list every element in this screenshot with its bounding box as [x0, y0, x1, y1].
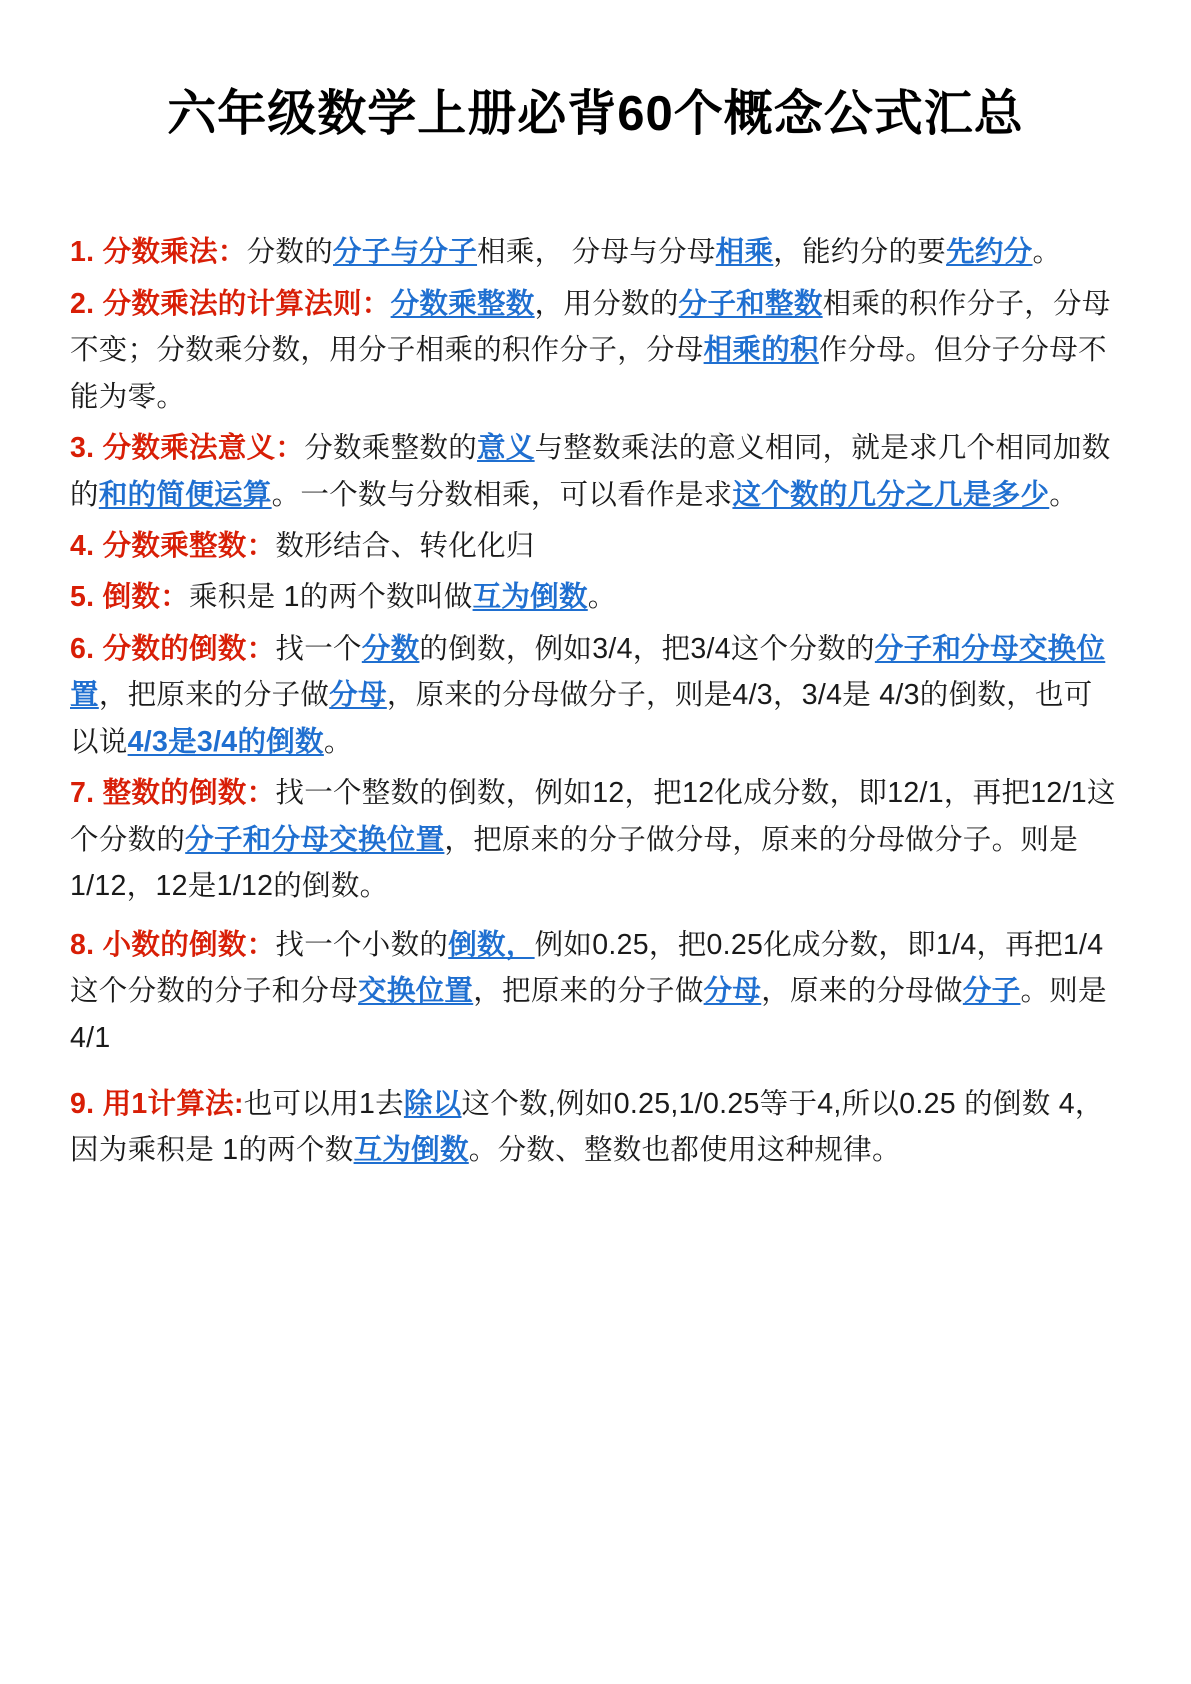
concept-number: 2. — [70, 287, 95, 320]
concept-text: 分数乘整数的 — [304, 432, 478, 465]
concept-heading: 分数乘整数： — [102, 529, 276, 562]
concept-heading: 整数的倒数： — [102, 777, 276, 810]
concept-text: 分数的 — [246, 236, 334, 269]
concept-number: 7. — [70, 777, 95, 810]
concept-text: 。分数、整数也都使用这种规律。 — [468, 1134, 901, 1167]
concept-text: 数形结合、转化化归 — [275, 529, 535, 562]
concept-highlight: 交换位置 — [358, 975, 474, 1008]
concept-highlight: 分子和整数 — [678, 287, 823, 320]
concept-highlight: 相乘的积 — [703, 334, 819, 367]
concept-highlight: 4/3是3/4的倒数 — [127, 725, 324, 758]
concept-heading: 小数的倒数： — [102, 928, 276, 961]
concept-number: 8. — [70, 928, 95, 961]
concept-highlight: 分子与分子 — [333, 236, 478, 269]
concept-item — [70, 574, 1121, 620]
concept-item — [70, 229, 1121, 275]
concept-highlight: 分子和分母交换位置 — [185, 823, 445, 856]
concept-item — [70, 425, 1121, 518]
concept-heading: 用1计算法: — [102, 1087, 244, 1120]
concept-list — [70, 229, 1121, 1174]
concept-highlight: 倒数， — [448, 928, 535, 961]
concept-text: ，原来的分母做分子，则是4/3，3/4是 4/3的倒数，也可以说 — [70, 679, 1093, 758]
concept-highlight: 和的简便运算 — [98, 478, 272, 511]
concept-text: 。则是4/1 — [70, 975, 1107, 1054]
concept-item — [70, 770, 1121, 909]
concept-highlight: 分数乘整数 — [390, 287, 535, 320]
concept-highlight: 这个数的几分之几是多少 — [732, 478, 1050, 511]
concept-number: 3. — [70, 432, 95, 465]
concept-text: 找一个小数的 — [275, 928, 449, 961]
concept-highlight: 分母 — [329, 679, 387, 712]
concept-heading: 分数的倒数： — [102, 632, 276, 665]
concept-text: ，把原来的分子做 — [473, 975, 704, 1008]
concept-highlight: 相乘 — [715, 236, 774, 269]
concept-highlight: 分子 — [962, 975, 1021, 1008]
page-title: 六年级数学上册必背60个概念公式汇总 — [167, 87, 1024, 141]
concept-text: 乘积是 1的两个数叫做 — [189, 581, 473, 614]
concept-text: ，把原来的分子做 — [98, 679, 330, 712]
concept-text: ，原来的分母做 — [761, 975, 963, 1008]
concept-number: 9. — [70, 1087, 95, 1120]
concept-text: ，能约分的要 — [773, 236, 947, 269]
concept-text: 。一个数与分数相乘，可以看作是求 — [271, 478, 733, 511]
concept-item — [70, 626, 1121, 765]
concept-highlight: 除以 — [403, 1087, 462, 1120]
concept-heading: 分数乘法意义： — [102, 432, 305, 465]
concept-item — [70, 1081, 1121, 1174]
concept-highlight: 意义 — [477, 432, 535, 465]
concept-number: 4. — [70, 529, 95, 562]
concept-text: 的倒数，例如3/4，把3/4这个分数的 — [419, 632, 875, 665]
concept-text: 这个数,例如0.25,1/0.25等于4,所以0.25 的倒数 4，因为乘积是 1的两个数 — [70, 1087, 1104, 1167]
concept-text: 例如0.25，把0.25化成分数，即1/4，再把1/4这个分数的分子和分母 — [70, 928, 1104, 1008]
concept-text: 也可以用1去 — [243, 1087, 404, 1120]
concept-highlight: 先约分 — [946, 236, 1033, 269]
concept-highlight: 分数 — [361, 632, 420, 665]
concept-item — [70, 922, 1121, 1061]
concept-number: 6. — [70, 632, 95, 665]
concept-highlight: 分母 — [703, 975, 762, 1008]
concept-text: 找一个整数的倒数，例如12，把12化成分数，即12/1，再把12/1这个分数的 — [70, 777, 1116, 856]
concept-text: 。 — [1032, 236, 1062, 269]
concept-text: 相乘的积作分子，分母不变；分数乘分数，用分子相乘的积作分子，分母 — [70, 287, 1111, 367]
concept-number: 5. — [70, 581, 95, 614]
concept-highlight: 互为倒数 — [472, 581, 588, 614]
concept-text: 找一个 — [275, 632, 362, 665]
concept-text: ，把原来的分子做分母，原来的分母做分子。则是1/12，12是1/12的倒数。 — [70, 823, 1079, 903]
concept-text: ，用分数的 — [534, 287, 679, 320]
concept-text: 。 — [1049, 478, 1079, 511]
concept-heading: 分数乘法的计算法则： — [102, 287, 391, 320]
concept-number: 1. — [70, 236, 95, 269]
concept-text: 。 — [323, 725, 353, 758]
concept-text: 相乘， 分母与分母 — [477, 236, 716, 269]
concept-text: 作分母。但分子分母不能为零。 — [70, 334, 1107, 413]
concept-heading: 分数乘法： — [102, 236, 247, 269]
concept-highlight: 分子和分母交换位置 — [70, 632, 1106, 712]
concept-text: 与整数乘法的意义相同，就是求几个相同加数的 — [70, 432, 1111, 511]
concept-text: 。 — [587, 581, 617, 614]
concept-highlight: 互为倒数 — [353, 1134, 469, 1167]
concept-item — [70, 281, 1121, 420]
concept-item — [70, 523, 1121, 569]
concept-heading: 倒数： — [102, 581, 189, 614]
